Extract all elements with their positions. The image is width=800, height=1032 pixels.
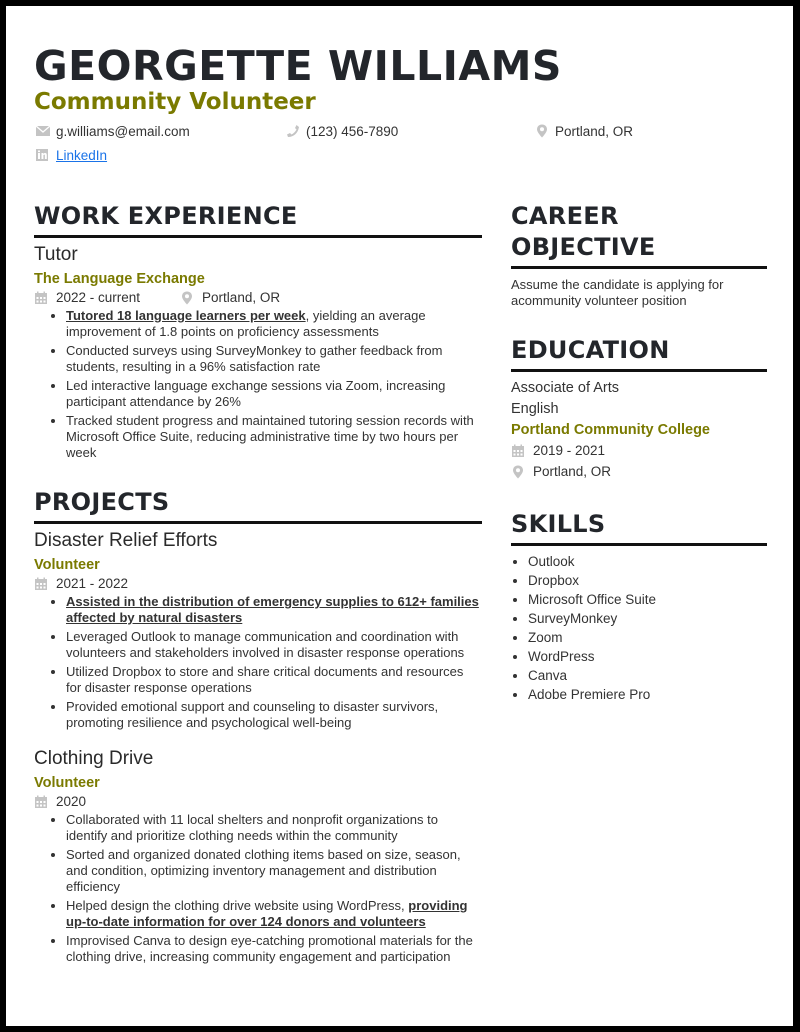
bullet-item: • Collaborated with 11 local shelters and nonprofit organizations to identify and prioritize clothing needs within the community bbox=[66, 812, 482, 844]
project-title: Disaster Relief Efforts bbox=[34, 530, 218, 551]
project-bullets bbox=[34, 812, 482, 965]
bullet-item: • Provided emotional support and counseling to disaster survivors, promoting resilience and psychological well-being bbox=[66, 699, 482, 731]
bullet-item: • Helped design the clothing drive website using WordPress, providing up-to-date information for over 124 donors and volunteers bbox=[66, 898, 482, 930]
project-meta bbox=[34, 575, 482, 593]
map-pin-icon bbox=[535, 124, 549, 138]
bullet-item: • Assisted in the distribution of emergency supplies to 612+ families affected by natural disasters bbox=[66, 594, 482, 626]
contact-phone bbox=[286, 123, 398, 141]
contact-email bbox=[36, 123, 190, 141]
section-title: EDUCATION bbox=[511, 335, 767, 372]
education-section bbox=[511, 335, 767, 482]
section-title: SKILLS bbox=[511, 509, 767, 546]
project-meta bbox=[34, 793, 482, 811]
email-text: g.williams@email.com bbox=[56, 124, 190, 139]
skills-section bbox=[511, 509, 767, 704]
section-title: PROJECTS bbox=[34, 487, 482, 524]
section-title: WORK EXPERIENCE bbox=[34, 201, 482, 238]
project-role: Volunteer bbox=[34, 775, 100, 791]
skill-item: • Canva bbox=[528, 666, 767, 685]
skill-item: • Zoom bbox=[528, 628, 767, 647]
bullet-item: • Leveraged Outlook to manage communication and coordination with volunteers and stakeholders involved in disaster response operations bbox=[66, 629, 482, 661]
linkedin-icon bbox=[36, 148, 50, 162]
skill-item: • Dropbox bbox=[528, 571, 767, 590]
bullet-item: • Utilized Dropbox to store and share critical documents and resources for disaster response operations bbox=[66, 664, 482, 696]
project-dates: 2021 - 2022 bbox=[56, 576, 129, 591]
location-text: Portland, OR bbox=[555, 124, 634, 139]
skill-item: • Outlook bbox=[528, 552, 767, 571]
project-title: Clothing Drive bbox=[34, 748, 154, 769]
bullet-item: • Sorted and organized donated clothing items based on size, season, and condition, optimizing inventory management and distribution efficiency bbox=[66, 847, 482, 895]
education-location: Portland, OR bbox=[511, 461, 767, 482]
bullet-item: • Improvised Canva to design eye-catching promotional materials for the clothing drive, increasing community engagement and participation bbox=[66, 933, 482, 965]
bullet-item: • Led interactive language exchange sessions via Zoom, increasing participant attendance by 26% bbox=[66, 378, 482, 410]
field-of-study: English bbox=[511, 401, 559, 417]
project-bullets bbox=[34, 594, 482, 731]
degree: Associate of Arts bbox=[511, 380, 619, 396]
objective-text: Assume the candidate is applying for acommunity volunteer position bbox=[511, 277, 724, 308]
envelope-icon bbox=[36, 124, 50, 138]
job-meta bbox=[34, 289, 482, 307]
section-title: CAREER OBJECTIVE bbox=[511, 201, 767, 269]
project-entry bbox=[34, 529, 482, 731]
job-bullets bbox=[34, 308, 482, 461]
skills-list bbox=[511, 552, 767, 704]
school-name: Portland Community College bbox=[511, 422, 710, 438]
calendar-icon bbox=[34, 291, 48, 305]
phone-text: (123) 456-7890 bbox=[306, 124, 399, 139]
linkedin-link[interactable]: LinkedIn bbox=[56, 148, 108, 163]
job-entry bbox=[34, 243, 482, 461]
job-location-text: Portland, OR bbox=[202, 290, 281, 305]
bullet-item: • Tutored 18 language learners per week, yielding an average improvement of 1.8 points on proficiency assessments bbox=[66, 308, 482, 340]
resume-page bbox=[6, 6, 793, 1026]
right-column bbox=[511, 201, 767, 704]
skill-item: • WordPress bbox=[528, 647, 767, 666]
work-experience-section bbox=[34, 201, 482, 461]
skill-item: • Microsoft Office Suite bbox=[528, 590, 767, 609]
bullet-item: • Conducted surveys using SurveyMonkey to gather feedback from students, resulting in a 96% satisfaction rate bbox=[66, 343, 482, 375]
company-name: The Language Exchange bbox=[34, 271, 205, 287]
candidate-title: Community Volunteer bbox=[34, 89, 316, 115]
job-dates: 2022 - current bbox=[56, 290, 141, 305]
projects-section bbox=[34, 487, 482, 965]
contact-location bbox=[535, 123, 633, 141]
left-column bbox=[34, 201, 482, 968]
phone-icon bbox=[286, 124, 300, 138]
education-dates: 2019 - 2021 bbox=[511, 440, 767, 461]
bullet-item: • Tracked student progress and maintained tutoring session records with Microsoft Office Suite, reducing administrative time by two hours per week bbox=[66, 413, 482, 461]
calendar-icon bbox=[34, 577, 48, 591]
calendar-icon bbox=[34, 795, 48, 809]
career-objective-section bbox=[511, 201, 767, 309]
contact-linkedin bbox=[36, 147, 107, 165]
skill-item: • Adobe Premiere Pro bbox=[528, 685, 767, 704]
project-entry bbox=[34, 747, 482, 965]
skill-item: • SurveyMonkey bbox=[528, 609, 767, 628]
map-pin-icon bbox=[180, 291, 194, 305]
project-dates: 2020 bbox=[56, 794, 87, 809]
candidate-name: GEORGETTE WILLIAMS bbox=[34, 42, 562, 90]
calendar-icon bbox=[511, 444, 525, 458]
project-role: Volunteer bbox=[34, 557, 100, 573]
map-pin-icon bbox=[511, 465, 525, 479]
job-location bbox=[180, 289, 280, 307]
job-title: Tutor bbox=[34, 244, 78, 265]
